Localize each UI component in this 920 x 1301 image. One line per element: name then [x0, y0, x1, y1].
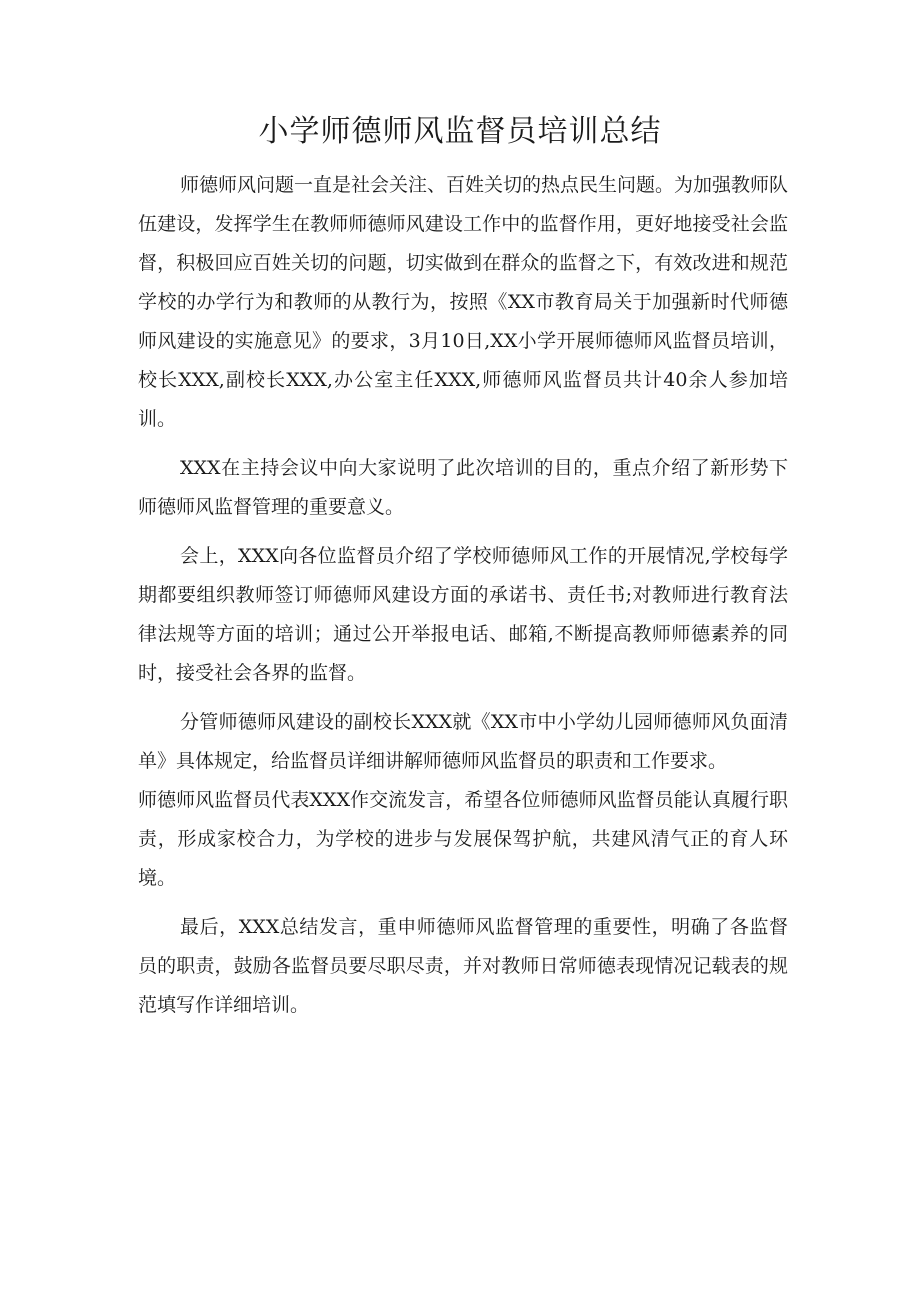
- paragraph-negative-list: 分管师德师风建设的副校长XXX就《XX市中小学幼儿园师德师风负面清单》具体规定，给监督员详细讲解师德师风监督员的职责和工作要求。: [138, 711, 788, 772]
- paragraph-host-introduction: XXX在主持会议中向大家说明了此次培训的目的，重点介绍了新形势下师德师风监督管理的重要意义。: [138, 457, 788, 518]
- document-title: 小学师德师风监督员培训总结: [258, 114, 662, 149]
- document-body: [138, 166, 788, 1035]
- paragraph-conclusion: 最后，XXX总结发言，重申师德师风监督管理的重要性，明确了各监督员的职责，鼓励各监督员要尽职尽责，并对教师日常师德表现情况记载表的规范填写作详细培训。: [138, 916, 788, 1016]
- paragraph-school-work-overview: 会上，XXX向各位监督员介绍了学校师德师风工作的开展情况,学校每学期都要组织教师签订师德师风建设方面的承诺书、责任书;对教师进行教育法律法规等方面的培训；通过公开举报电话、邮箱,不断提高教师师德素养的同时，接受社会各界的监督。: [138, 545, 788, 684]
- paragraph-intro: 师德师风问题一直是社会关注、百姓关切的热点民生问题。为加强教师队伍建设，发挥学生在教师师德师风建设工作中的监督作用，更好地接受社会监督，积极回应百姓关切的问题，切实做到在群众的监督之下，有效改进和规范学校的办学行为和教师的从教行为，按照《XX市教育局关于加强新时代师德师风建设的实施意见》的要求，3月10日,XX小学开展师德师风监督员培训，校长XXX,副校长XXX,办公室主任XXX,师德师风监督员共计40余人参加培训。: [138, 174, 789, 430]
- paragraph-supervisor-speech: 师德师风监督员代表XXX作交流发言，希望各位师德师风监督员能认真履行职责，形成家校合力，为学校的进步与发展保驾护航，共建风清气正的育人环境。: [138, 789, 788, 889]
